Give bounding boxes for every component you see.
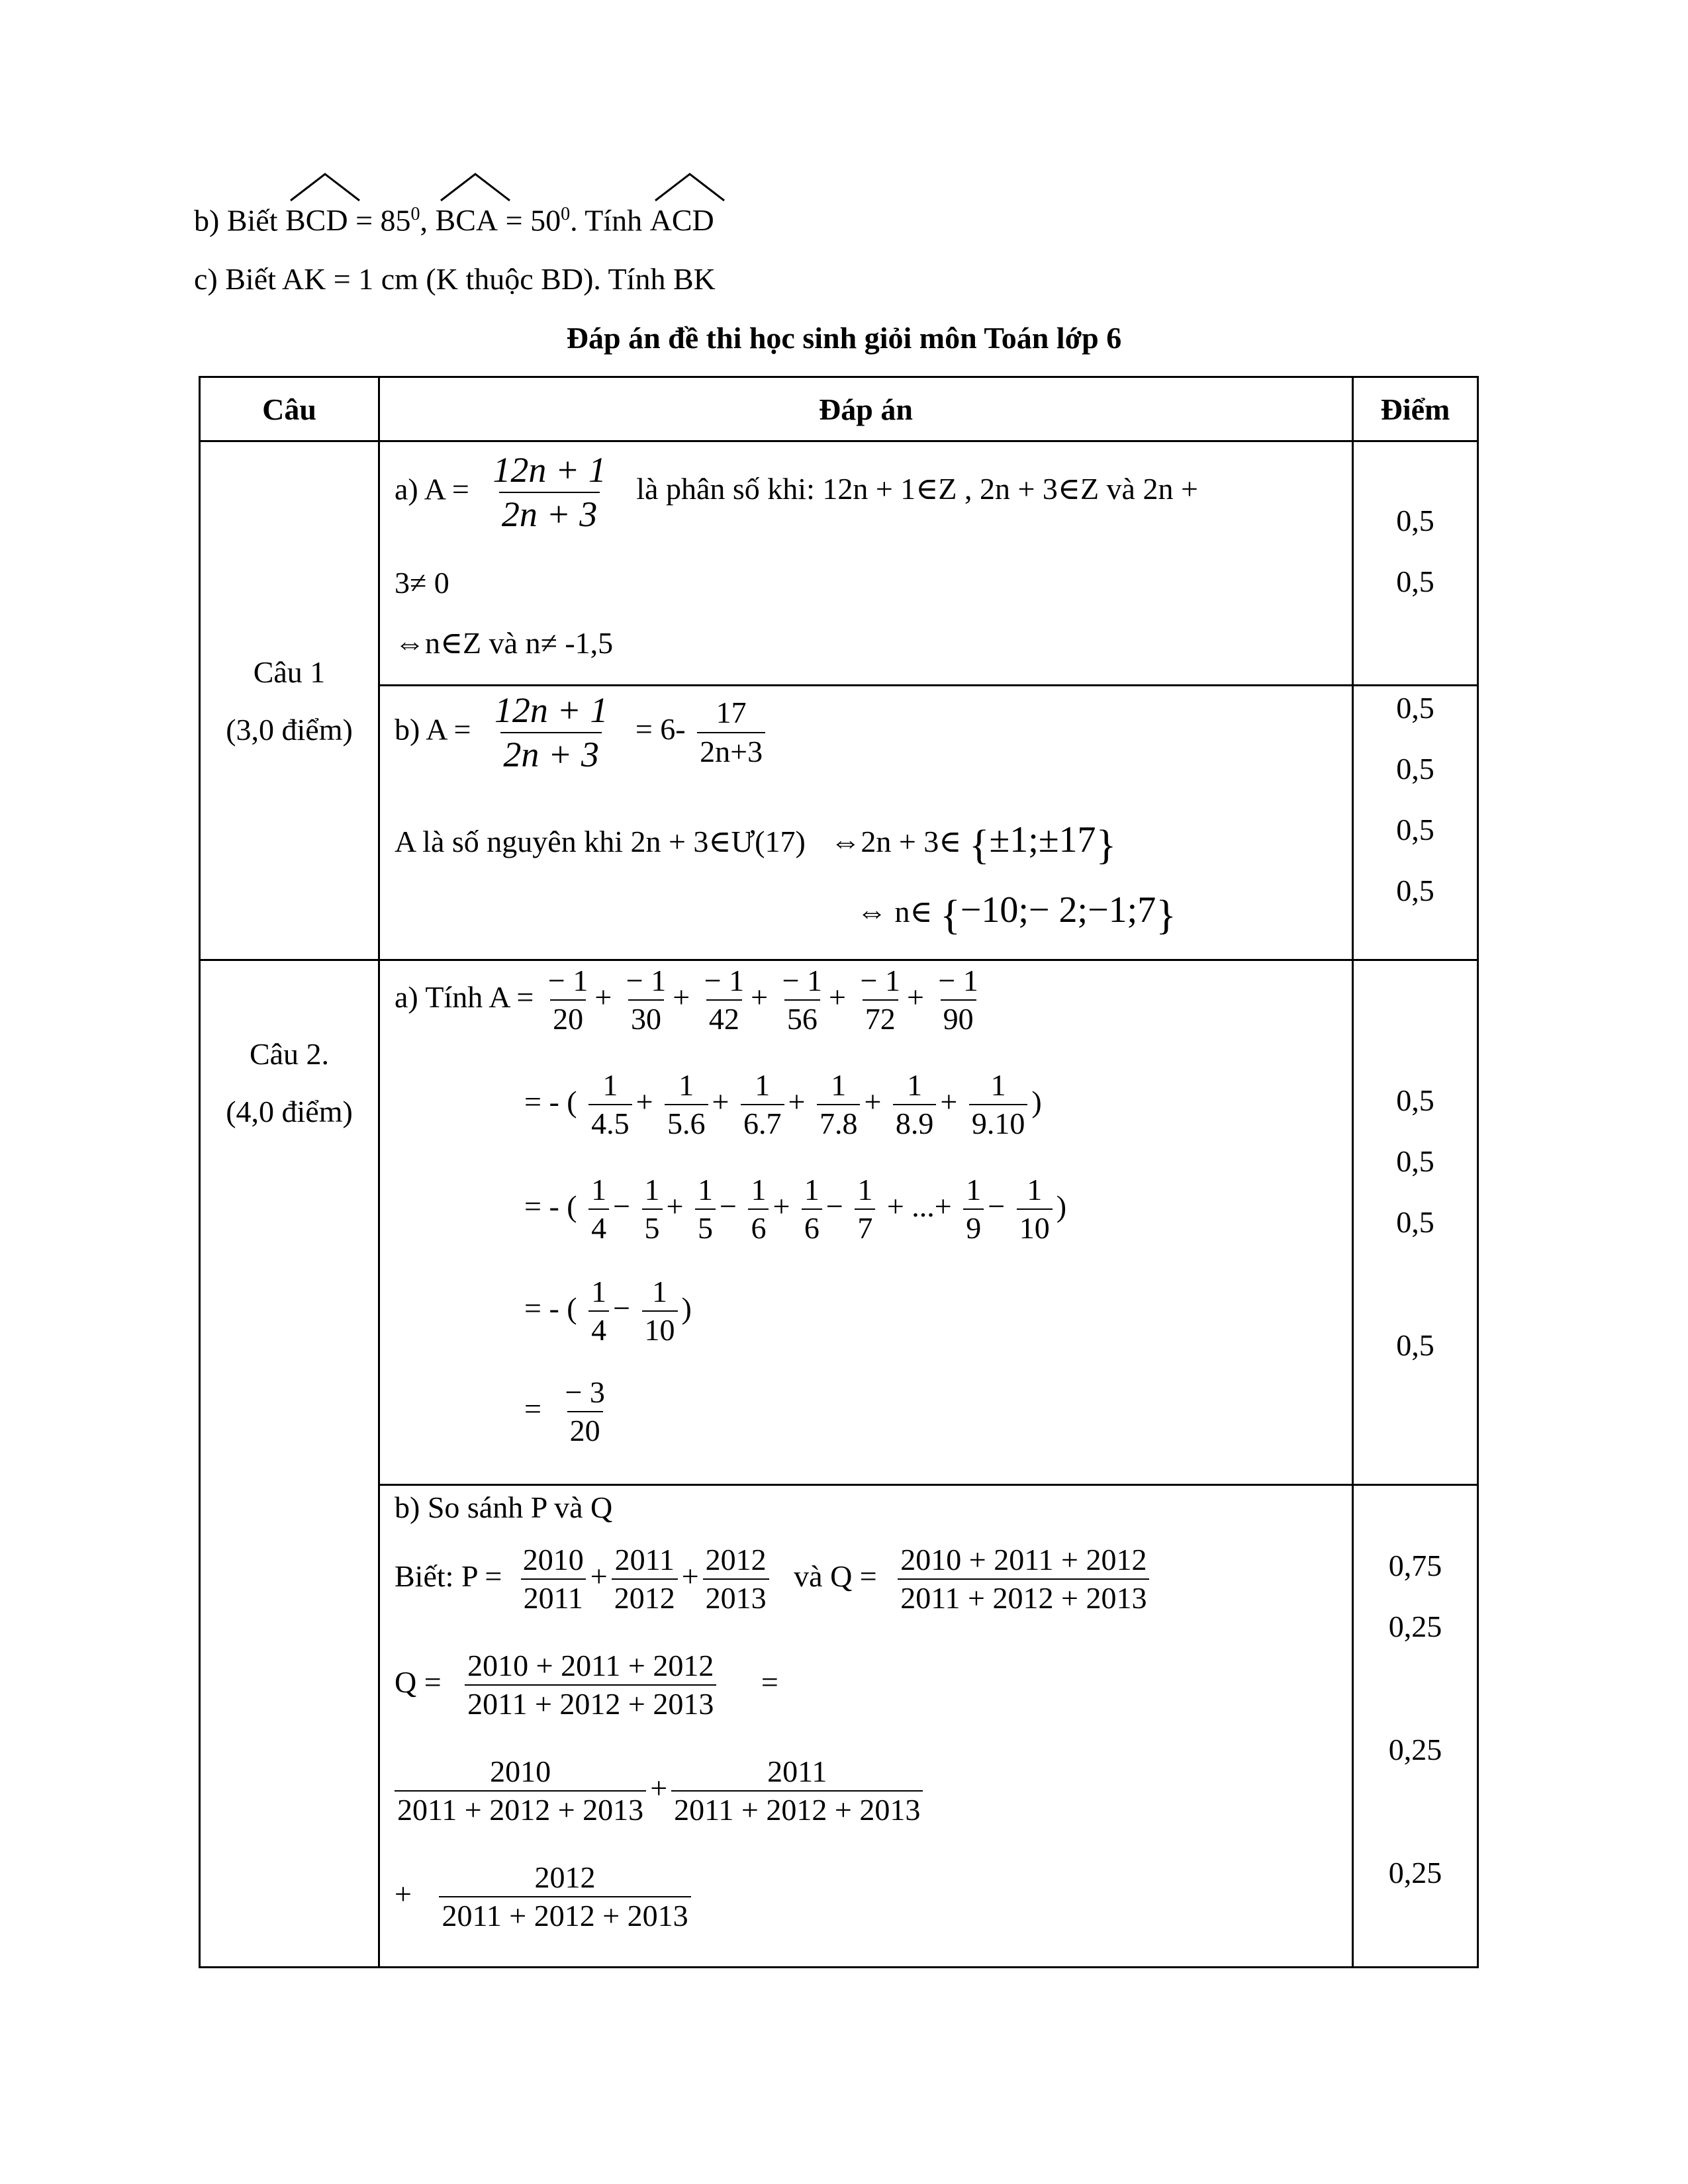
cau1-points: (3,0 điểm) — [226, 712, 353, 747]
one: 1 — [679, 1068, 694, 1102]
angle-bca: BCA — [435, 203, 498, 238]
cau1-b-frac2-den: 2n+3 — [697, 732, 765, 768]
cau1-b-frac2-num: 17 — [716, 696, 747, 730]
eq-85: = 85 — [355, 203, 411, 238]
sum-den: 72 — [863, 999, 898, 1035]
sum-num: − 1 — [860, 964, 900, 997]
score: 0,5 — [1396, 504, 1434, 537]
page-title: Đáp án đề thi học sinh giỏi môn Toán lớp 6 — [566, 321, 1122, 355]
intro-line-c: c) Biết AK = 1 cm (K thuộc BD). Tính BK — [194, 262, 716, 296]
angle-bcd: BCD — [285, 203, 348, 238]
sum-den: 30 — [628, 999, 664, 1035]
eq-neg: = - ( — [524, 1189, 577, 1223]
score: 0,5 — [1396, 813, 1434, 846]
score: 0,5 — [1396, 1328, 1434, 1362]
cau2-label: Câu 2. — [249, 1037, 330, 1071]
cau1-b-frac-den: 2n + 3 — [500, 732, 601, 774]
close-paren: ) — [681, 1291, 692, 1325]
p-num: 2012 — [705, 1543, 767, 1576]
cau1-b-set2: −10;− 2;−1;7 — [960, 889, 1156, 931]
step3-den: 10 — [642, 1310, 678, 1346]
step2-den: 4 — [588, 1208, 609, 1244]
cau1-a-scores — [1353, 441, 1478, 686]
cau1-b-prefix: b) A = — [395, 712, 471, 747]
eq-50: = 50 — [505, 203, 561, 238]
one: 1 — [804, 1173, 820, 1206]
one: 1 — [990, 1068, 1006, 1102]
p-den: 2011 — [521, 1578, 586, 1614]
q-num: 2010 + 2011 + 2012 — [467, 1649, 714, 1682]
plus: + — [650, 1770, 668, 1805]
q-den: 2011 + 2012 + 2013 — [465, 1684, 716, 1720]
sum-den: 20 — [550, 999, 586, 1035]
sum-num: − 1 — [938, 964, 978, 997]
p-num: 2010 — [522, 1543, 584, 1576]
va-q: và Q = — [794, 1559, 877, 1593]
cau1-b-scores — [1353, 686, 1478, 960]
split-num: 2010 — [490, 1754, 551, 1788]
p-den: 2012 — [612, 1578, 678, 1614]
angle-arc-icon — [653, 171, 727, 202]
q-num: 2010 + 2011 + 2012 — [900, 1543, 1147, 1576]
one: 1 — [644, 1173, 660, 1206]
sum-den: 56 — [784, 999, 820, 1035]
step2-den: 5 — [642, 1208, 663, 1244]
one: 1 — [1027, 1173, 1043, 1206]
cau2-points: (4,0 điểm) — [226, 1095, 353, 1128]
one: 1 — [698, 1173, 713, 1206]
sum-den: 42 — [706, 999, 742, 1035]
row-cau1-b — [200, 686, 1478, 960]
intro-line-b — [194, 196, 714, 239]
score: 0,75 — [1388, 1549, 1442, 1582]
q-den: 2011 + 2012 + 2013 — [439, 1896, 690, 1932]
angle-arc-icon — [288, 171, 362, 202]
score: 0,25 — [1388, 1610, 1442, 1643]
step2-den: 9 — [963, 1208, 984, 1244]
cau1-b-set1: ±1;±17 — [989, 819, 1096, 860]
sum-num: − 1 — [626, 964, 667, 997]
cau1-a-text3: ⇔n∈Z và n≠ -1,5 — [395, 626, 614, 660]
score: 0,5 — [1396, 565, 1434, 598]
row-cau1-a — [200, 441, 1478, 686]
angle-acd: ACD — [649, 203, 714, 238]
tinh: . Tính — [570, 203, 643, 238]
separator: , — [420, 203, 428, 238]
step1-den: 9.10 — [969, 1104, 1028, 1140]
q-den: 2011 + 2012 + 2013 — [395, 1790, 646, 1826]
score: 0,25 — [1388, 1856, 1442, 1889]
score: 0,5 — [1396, 874, 1434, 907]
cau1-b-content: b) A = $\frac{12n + 1}{2n + 3}$ = 6- $\frac{17}{2n+3}$ A là số nguyên khi 2n + 3∈Ư(17) ⇔2n + 3∈ {±1;±17} ⇔ n∈ {−10;− 2;−1;7} — [379, 686, 1353, 960]
p-den: 2013 — [703, 1578, 769, 1614]
close-paren: ) — [1056, 1189, 1067, 1223]
cau2-b-scores — [1353, 1485, 1478, 1968]
cau2-a-scores — [1353, 960, 1478, 1485]
step2-den: 6 — [748, 1208, 769, 1244]
split-num: 2012 — [534, 1860, 596, 1894]
one: 1 — [966, 1173, 982, 1206]
step1-den: 5.6 — [665, 1104, 708, 1140]
sum-den: 90 — [941, 999, 976, 1035]
step1-den: 7.8 — [817, 1104, 861, 1140]
one: 1 — [591, 1275, 607, 1308]
result-num: − 3 — [565, 1375, 605, 1409]
one: 1 — [907, 1068, 923, 1102]
cau1-b-line2-mid: ⇔2n + 3∈ — [830, 825, 962, 858]
score: 0,5 — [1396, 1083, 1434, 1117]
cau1-a-text2: 3≠ 0 — [395, 566, 449, 600]
one: 1 — [831, 1068, 847, 1102]
answer-table — [199, 376, 1479, 1968]
header-diem: Điểm — [1353, 377, 1478, 441]
q-label: Q = — [395, 1664, 442, 1699]
score: 0,5 — [1396, 691, 1434, 725]
step2-den: 5 — [695, 1208, 716, 1244]
split-num: 2011 — [767, 1754, 827, 1788]
intro-b-prefix: b) Biết — [194, 203, 278, 238]
cau2-b-heading: b) So sánh P và Q — [395, 1490, 613, 1524]
cau2-a-content: a) Tính A = $\frac{- 1}{20}$ + $\frac{- 1}{30}$ + $\frac{- 1}{42}$ + $\frac{- 1}{56}$ + $\frac{- 1}{72}$ + $\frac{- 1}{90}$ = - ( $\frac{1}{4.5}$ + $\frac{1}{5.6}$ + $\frac{1}{6.7}$ + $\frac{1}{7.8}$ + $\frac{1}{8.9}$ + $\frac{1}{9.10}$ ) = - ( $\frac{1}{4}$ − $\frac{1}{5}$ + $\frac{1}{5}$ − $\frac{1}{6}$ + $\frac{1}{6}$ − $\frac{1}{7}$ + ...+ $\frac{1}{9}$ − $\frac{1}{10}$ ) = - ( $\frac{1}{4}$ − $\frac{1}{10}$ ) = $\frac{- 3}{20}$ — [379, 960, 1353, 1485]
cau1-b-line2: A là số nguyên khi 2n + 3∈Ư(17) — [395, 825, 806, 858]
one: 1 — [602, 1068, 618, 1102]
step1-den: 6.7 — [741, 1104, 784, 1140]
close-paren: ) — [1031, 1084, 1042, 1118]
sum-num: − 1 — [704, 964, 745, 997]
result-den: 20 — [567, 1411, 603, 1447]
cau1-a-content — [379, 441, 1353, 686]
eq-neg: = - ( — [524, 1084, 577, 1118]
step1-den: 4.5 — [588, 1104, 632, 1140]
score: 0,5 — [1396, 752, 1434, 786]
eq: = — [761, 1664, 778, 1699]
sum-num: − 1 — [782, 964, 823, 997]
eq-neg: = - ( — [524, 1291, 577, 1325]
one: 1 — [652, 1275, 668, 1308]
degree-2: 0 — [561, 204, 571, 224]
header-row — [200, 377, 1478, 441]
sum-num: − 1 — [547, 964, 588, 997]
cau1-a-text1: là phân số khi: 12n + 1∈Z , 2n + 3∈Z và 2n + — [636, 472, 1198, 506]
q-den: 2011 + 2012 + 2013 — [898, 1578, 1149, 1614]
one: 1 — [755, 1068, 771, 1102]
step2-den: 7 — [855, 1208, 875, 1244]
row-cau2-a — [200, 960, 1478, 1485]
step1-den: 8.9 — [893, 1104, 937, 1140]
degree-1: 0 — [410, 204, 420, 224]
eq: = — [524, 1391, 541, 1426]
p-num: 2011 — [614, 1543, 675, 1576]
cau2-label-cell — [200, 960, 379, 1968]
cau2-b-biet: Biết: P = — [395, 1559, 502, 1593]
step2-den: 6 — [802, 1208, 822, 1244]
cau2-a-prefix: a) Tính A = — [395, 979, 534, 1014]
cau1-a-prefix: a) A = — [395, 472, 469, 506]
q-den: 2011 + 2012 + 2013 — [671, 1790, 923, 1826]
row-cau2-b — [200, 1485, 1478, 1968]
cau1-label-cell — [200, 441, 379, 960]
header-cau: Câu — [200, 377, 379, 441]
header-dap-an: Đáp án — [379, 377, 1353, 441]
score: 0,25 — [1388, 1733, 1442, 1766]
one: 1 — [751, 1173, 767, 1206]
cau1-a-frac-den: 2n + 3 — [499, 492, 600, 533]
cau1-label: Câu 1 — [253, 655, 326, 689]
step2-den: 10 — [1017, 1208, 1053, 1244]
plus: + — [395, 1876, 412, 1911]
ellipsis: + ...+ — [886, 1189, 952, 1223]
score: 0,5 — [1396, 1144, 1434, 1178]
cau1-b-line3-mid: ⇔ n∈ — [857, 895, 933, 929]
cau1-b-eq: = 6- — [635, 712, 686, 747]
step3-den: 4 — [588, 1310, 609, 1346]
one: 1 — [591, 1173, 607, 1206]
cau2-b-content: b) So sánh P và Q Biết: P = $\frac{2010}{2011}$ + $\frac{2011}{2012}$ + $\frac{2012}{2013}$ và Q = $\frac{2010 + 2011 + 2012}{2011 + 2012 + 2013}$ Q = $\frac{2010 + 2011 + 2012}{2011 + 2012 + 2013}$ = $\frac{2010}{2011 + 2012 + 2013}$ + $\frac{2011}{2011 + 2012 + 2013}$ + $\frac{2012}{2011 + 2012 + 2013}$ — [379, 1485, 1353, 1968]
cau1-b-frac-num: 12n + 1 — [494, 690, 608, 730]
score: 0,5 — [1396, 1205, 1434, 1239]
angle-arc-icon — [438, 171, 512, 202]
one: 1 — [857, 1173, 873, 1206]
cau1-a-frac-num: 12n + 1 — [492, 450, 606, 490]
